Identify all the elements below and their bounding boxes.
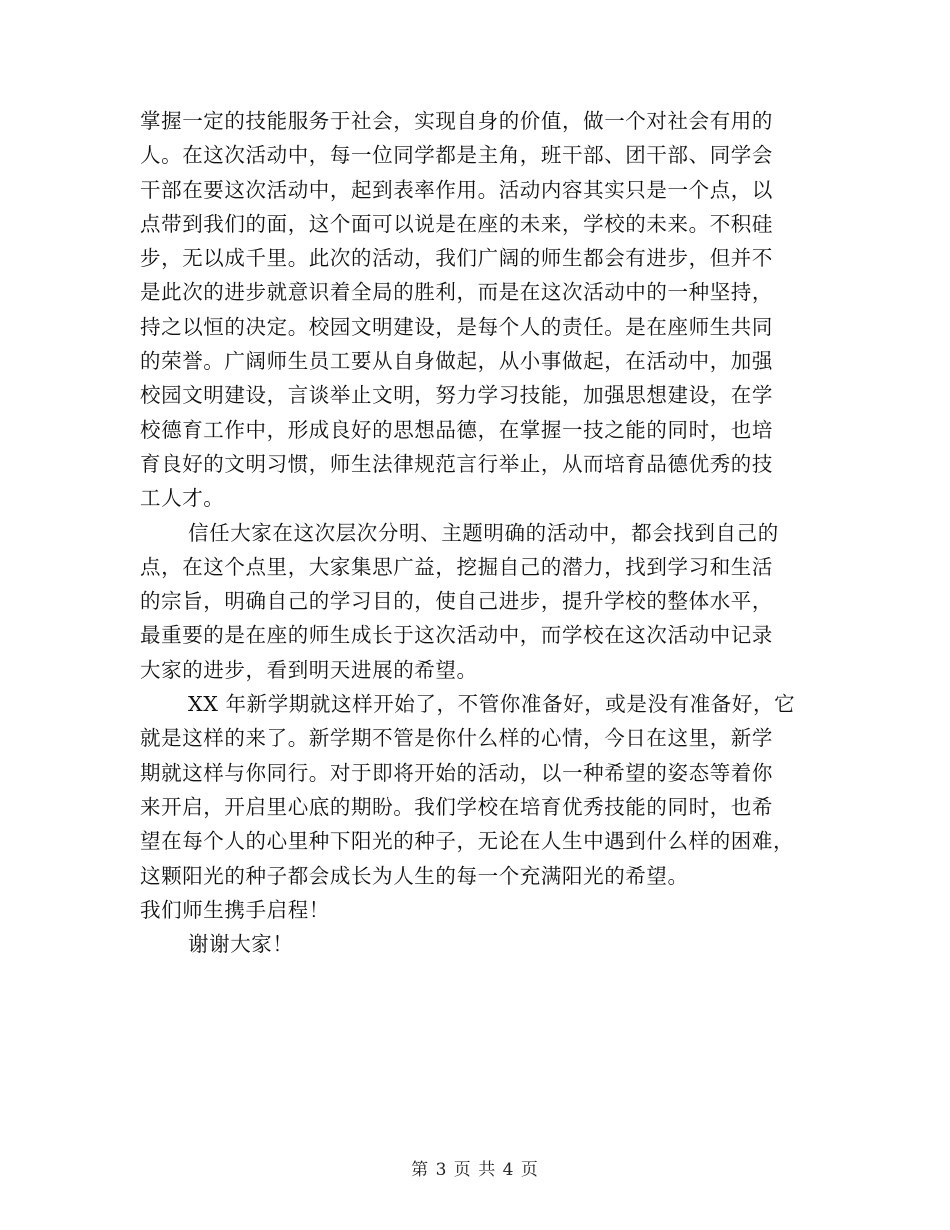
text-line: 期就这样与你同行。对于即将开始的活动，以一种希望的姿态等着你 <box>140 760 773 785</box>
text-line: 步，无以成千里。此次的活动，我们广阔的师生都会有进步，但并不 <box>140 246 773 271</box>
paragraph-start-line: 信任大家在这次层次分明、主题明确的活动中，都会找到自己的 <box>188 520 779 545</box>
text-line: 点，在这个点里，大家集思广益，挖掘自己的潜力，找到学习和生活 <box>140 554 773 579</box>
closing-thanks-line: 谢谢大家！ <box>188 932 294 957</box>
text-line: 掌握一定的技能服务于社会，实现自身的价值，做一个对社会有用的 <box>140 109 773 133</box>
text-line: 工人才。 <box>140 486 225 511</box>
text-line: 望在每个人的心里种下阳光的种子，无论在人生中遇到什么样的困难， <box>140 829 795 854</box>
document-body <box>140 104 820 961</box>
text-line: 最重要的是在座的师生成长于这次活动中，而学校在这次活动中记录 <box>140 623 773 648</box>
text-line: 的荣誉。广阔师生员工要从自身做起，从小事做起，在活动中，加强 <box>140 349 773 374</box>
text-line: 的宗旨，明确自己的学习目的，使自己进步，提升学校的整体水平， <box>140 589 773 614</box>
text-line: 持之以恒的决定。校园文明建设，是每个人的责任。是在座师生共同 <box>140 314 773 339</box>
text-line: 就是这样的来了。新学期不管是你什么样的心情，今日在这里，新学 <box>140 726 773 751</box>
text-line: 大家的进步，看到明天进展的希望。 <box>140 657 478 682</box>
text-line: 来开启，开启里心底的期盼。我们学校在培育优秀技能的同时，也希 <box>140 794 773 819</box>
paragraph-start-line: XX 年新学期就这样开始了，不管你准备好，或是没有准备好，它 <box>188 692 796 717</box>
text-line: 人。在这次活动中，每一位同学都是主角，班干部、团干部、同学会 <box>140 143 773 168</box>
text-line: 校德育工作中，形成良好的思想品德，在掌握一技之能的同时，也培 <box>140 417 773 442</box>
page-number-footer: 第 3 页 共 4 页 <box>411 1160 539 1180</box>
closing-line: 我们师生携手启程！ <box>140 897 330 922</box>
text-line: 是此次的进步就意识着全局的胜利，而是在这次活动中的一种坚持， <box>140 280 773 305</box>
text-line: 校园文明建设，言谈举止文明，努力学习技能，加强思想建设，在学 <box>140 383 773 408</box>
text-line: 育良好的文明习惯，师生法律规范言行举止，从而培育品德优秀的技 <box>140 451 773 476</box>
text-line: 这颗阳光的种子都会成长为人生的每一个充满阳光的希望。 <box>140 863 689 888</box>
text-line: 点带到我们的面，这个面可以说是在座的未来，学校的未来。不积硅 <box>140 211 773 236</box>
text-line: 干部在要这次活动中，起到表率作用。活动内容其实只是一个点，以 <box>140 177 773 202</box>
